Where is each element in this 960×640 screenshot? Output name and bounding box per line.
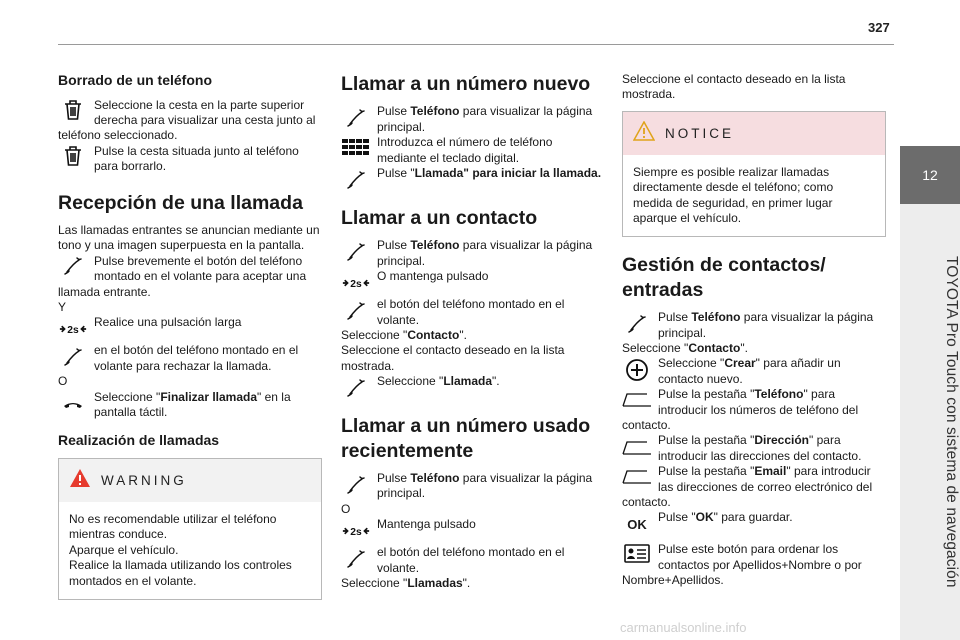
step-gestion-5 [622, 464, 886, 510]
hang-up-icon [58, 392, 88, 416]
header-rule [58, 44, 894, 45]
step-contacto-1 [341, 238, 605, 269]
ok-icon: OK [627, 516, 647, 532]
step-text: Realice una pulsación larga [94, 315, 242, 330]
contacto-select-2: Seleccione el contacto deseado en la lista mostrada. [341, 343, 565, 373]
phone-icon [58, 345, 88, 369]
phone-icon [341, 168, 371, 192]
step-text: Pulse Teléfono para visualizar la página principal. [658, 310, 874, 340]
warning-label: WARNING [101, 472, 187, 488]
step-contacto-3 [341, 297, 605, 328]
step-usado-3 [341, 545, 605, 576]
long-press-icon [341, 519, 371, 543]
step-contacto-2 [341, 269, 605, 297]
recepcion-intro: Las llamadas entrantes se anuncian mediante un tono y una imagen superpuesta en la pantalla. [58, 222, 320, 253]
step-text: Pulse la pestaña "Dirección" para introducir las direcciones del contacto. [658, 433, 862, 463]
heading-usado: Llamar a un número usado recientemente [341, 415, 591, 462]
add-icon [622, 358, 652, 382]
step-usado-2 [341, 517, 605, 545]
phone-icon [341, 106, 371, 130]
step-recepcion-3 [58, 343, 322, 374]
svg-text:2s: 2s [67, 325, 79, 337]
step-text: Seleccione "Crear" para añadir un contacto nuevo. [658, 356, 841, 386]
column-1 [58, 60, 322, 600]
warning-icon [69, 468, 91, 493]
usado-select: Seleccione "Llamadas". [341, 576, 471, 590]
step-contacto-4 [341, 374, 605, 402]
step-nuevo-1 [341, 104, 605, 135]
heading-gestion: Gestión de contactos/ entradas [622, 254, 826, 301]
step-text: Seleccione la cesta en la parte superior derecha para visualizar una cesta junto al teléfono seleccionado. [58, 97, 316, 143]
chapter-tab[interactable]: 12 [900, 146, 960, 204]
step-borrado-1 [58, 98, 322, 144]
step-text: Pulse brevemente el botón del teléfono montado en el volante para aceptar una llamada entrante. [58, 253, 307, 299]
step-text: O mantenga pulsado [377, 269, 489, 284]
heading-borrado: Borrado de un teléfono [58, 72, 212, 88]
tab-icon [622, 387, 652, 411]
tab-icon [622, 435, 652, 459]
notice-box [622, 111, 886, 238]
warning-header [59, 459, 321, 502]
warning-body [59, 502, 321, 599]
step-text: Pulse "OK" para guardar. [658, 510, 793, 525]
o-connector: O [341, 501, 351, 516]
y-connector: Y [58, 299, 67, 314]
step-nuevo-3 [341, 166, 605, 194]
step-usado-1 [341, 471, 605, 502]
step-text: Pulse Teléfono para visualizar la página principal. [377, 104, 593, 134]
step-text: Introduzca el número de teléfono mediante el teclado digital. [377, 135, 553, 165]
warning-text: Realice la llamada utilizando los controles montados en el volante. [69, 558, 292, 588]
chapter-title: TOYOTA Pro Touch con sistema de navegación [943, 256, 960, 588]
heading-nuevo: Llamar a un número nuevo [341, 73, 591, 95]
svg-text:2s: 2s [350, 278, 362, 290]
phone-icon [341, 473, 371, 497]
step-text: en el botón del teléfono montado en el volante para rechazar la llamada. [94, 343, 299, 373]
column-2 [341, 60, 605, 591]
notice-icon [633, 121, 655, 146]
notice-label: NOTICE [665, 125, 735, 141]
step-recepcion-2 [58, 315, 322, 343]
column-3 [622, 60, 886, 589]
phone-icon [58, 254, 88, 278]
step-gestion-4 [622, 433, 886, 464]
step-gestion-2 [622, 356, 886, 387]
step-text: el botón del teléfono montado en el volante. [377, 545, 565, 575]
step-gestion-1 [622, 310, 886, 341]
step-text: Pulse Teléfono para visualizar la página principal. [377, 238, 593, 268]
step-text: Pulse "Llamada" para iniciar la llamada. [377, 166, 602, 180]
phone-icon [341, 376, 371, 400]
phone-icon [341, 547, 371, 571]
sort-contacts-icon [622, 542, 652, 566]
c3-intro: Seleccione el contacto deseado en la lista mostrada. [622, 72, 846, 102]
watermark: carmanualsonline.info [620, 620, 747, 635]
contacto-select: Seleccione "Contacto". [341, 328, 467, 342]
o-connector: O [58, 374, 68, 389]
phone-icon [341, 240, 371, 264]
trash-icon [58, 144, 88, 168]
step-borrado-2 [58, 144, 322, 175]
gestion-select: Seleccione "Contacto". [622, 341, 748, 355]
step-nuevo-2 [341, 135, 605, 166]
step-text: Seleccione "Finalizar llamada" en la pantalla táctil. [94, 389, 291, 419]
warning-text: Aparque el vehículo. [69, 542, 179, 557]
svg-text:2s: 2s [350, 526, 362, 538]
warning-text: No es recomendable utilizar el teléfono mientras conduce. [69, 511, 277, 542]
step-recepcion-4 [58, 390, 322, 421]
step-text: Seleccione "Llamada". [377, 374, 500, 389]
step-gestion-7 [622, 542, 886, 588]
tab-icon [622, 464, 652, 488]
step-text: Pulse Teléfono para visualizar la página principal. [377, 470, 593, 501]
step-recepcion-1 [58, 254, 322, 300]
step-text: Pulse la cesta situada junto al teléfono para borrarlo. [94, 143, 299, 174]
keypad-icon [341, 137, 371, 161]
step-gestion-3 [622, 387, 886, 433]
heading-realizacion: Realización de llamadas [58, 432, 220, 449]
trash-icon [58, 98, 88, 122]
notice-header [623, 112, 885, 155]
phone-icon [341, 299, 371, 323]
page-number: 327 [868, 20, 890, 35]
phone-icon [622, 312, 652, 336]
step-text: Pulse este botón para ordenar los contactos por Apellidos+Nombre o por Nombre+Apellidos. [622, 542, 862, 588]
step-text: el botón del teléfono montado en el volante. [377, 297, 565, 327]
heading-recepcion: Recepción de una llamada [58, 191, 303, 214]
warning-box [58, 458, 322, 600]
step-text: Pulse la pestaña "Teléfono" para introducir los números de teléfono del contacto. [622, 387, 859, 433]
step-text: Mantenga pulsado [377, 517, 476, 532]
long-press-icon [341, 271, 371, 295]
step-gestion-6 [622, 510, 886, 538]
step-text: Pulse la pestaña "Email" para introducir las direcciones de correo electrónico del contacto. [622, 464, 873, 510]
long-press-icon [58, 317, 88, 341]
notice-body: Siempre es posible realizar llamadas directamente desde el teléfono; como medida de seguridad, en primer lugar aparque el vehículo. [633, 164, 834, 226]
heading-contacto: Llamar a un contacto [341, 207, 538, 229]
